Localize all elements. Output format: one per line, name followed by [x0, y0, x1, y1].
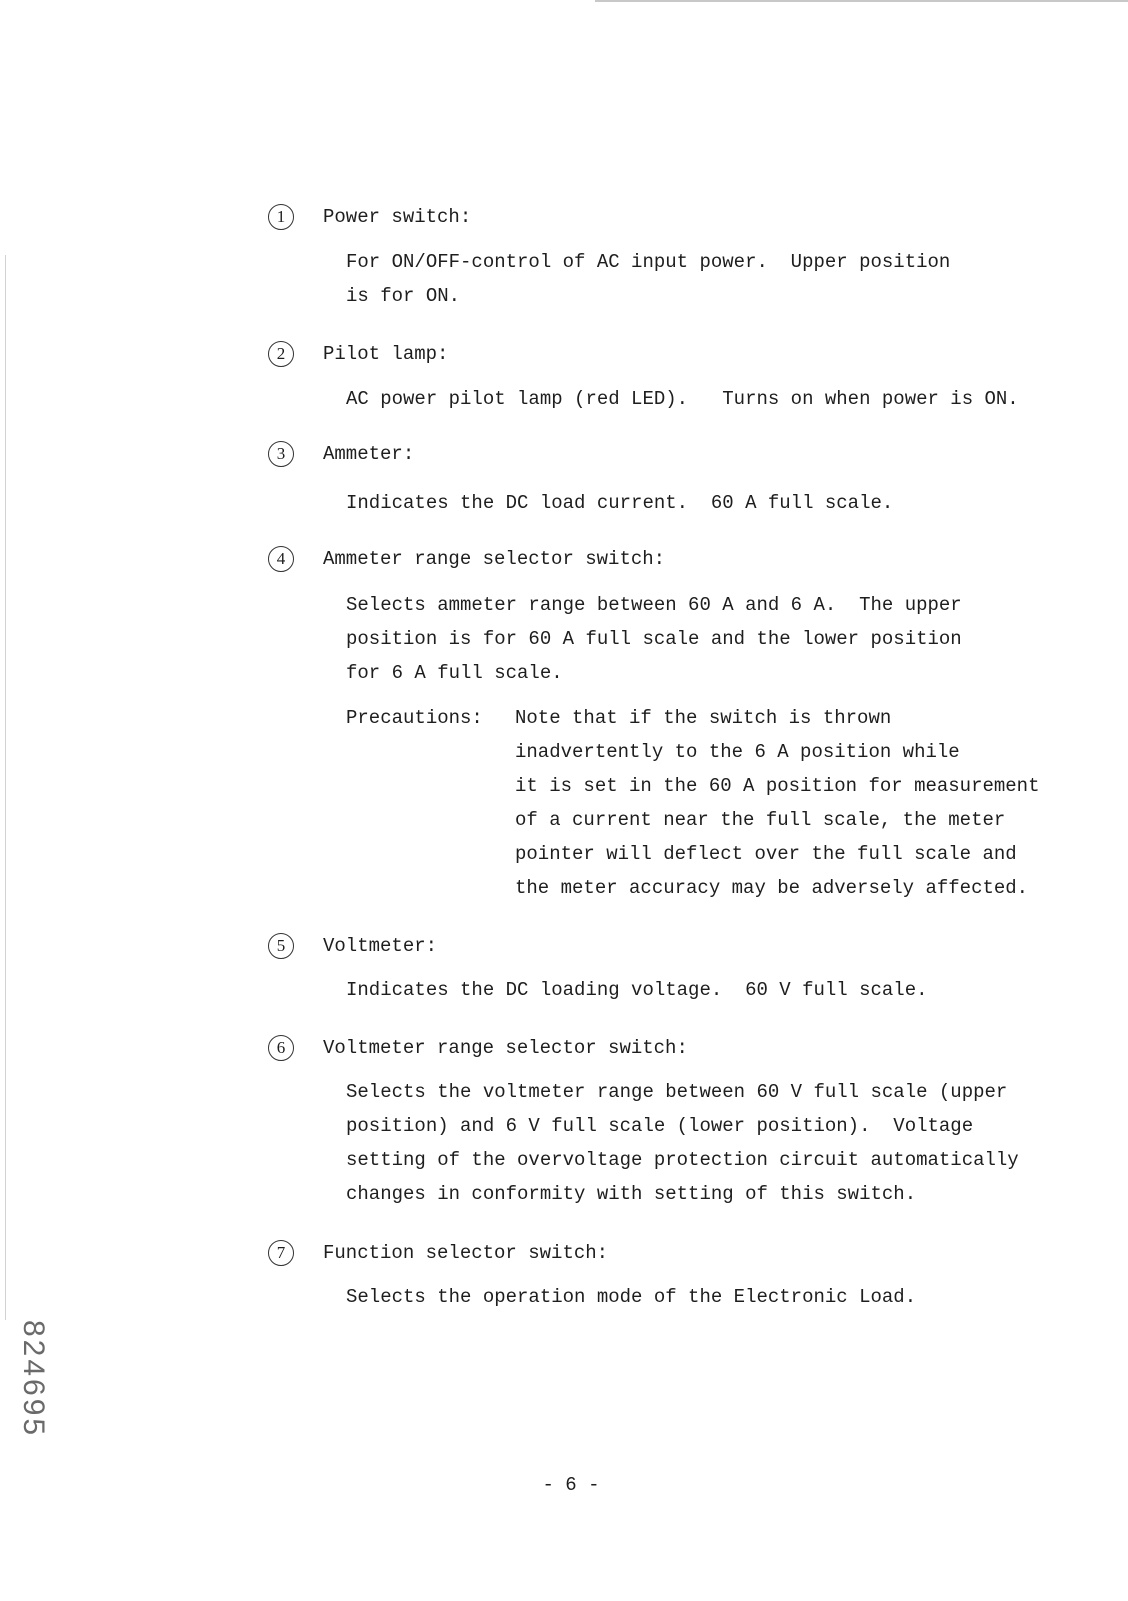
description-line: Indicates the DC loading voltage. 60 V full scale.: [346, 979, 928, 1001]
precautions-line: of a current near the full scale, the meter: [515, 809, 1006, 831]
item-heading: Ammeter:: [323, 443, 415, 465]
description-line: for 6 A full scale.: [346, 662, 563, 684]
item-heading: Voltmeter range selector switch:: [323, 1037, 688, 1059]
description-line: is for ON.: [346, 285, 461, 307]
item-description: [346, 973, 928, 1007]
description-line: Indicates the DC load current. 60 A full scale.: [346, 492, 894, 514]
item-heading: Power switch:: [323, 206, 472, 228]
precautions-label: Precautions:: [346, 707, 483, 729]
page-number: - 6 -: [542, 1474, 600, 1496]
description-line: changes in conformity with setting of this switch.: [346, 1183, 917, 1205]
item-number-badge: 7: [268, 1240, 294, 1266]
precautions-text: [515, 701, 1040, 905]
description-line: Selects the voltmeter range between 60 V full scale (upper: [346, 1081, 1008, 1103]
item-description: [346, 1280, 916, 1314]
item-number-badge: 2: [268, 341, 294, 367]
description-line: AC power pilot lamp (red LED). Turns on when power is ON.: [346, 388, 1019, 410]
item-heading: Pilot lamp:: [323, 343, 449, 365]
precautions-line: inadvertently to the 6 A position while: [515, 741, 960, 763]
item-description: [346, 245, 950, 313]
item-description: [346, 588, 962, 690]
precautions-line: Note that if the switch is thrown: [515, 707, 892, 729]
document-id: 824695: [17, 1320, 50, 1439]
top-rule: [595, 0, 1128, 2]
description-line: position is for 60 A full scale and the lower position: [346, 628, 962, 650]
precautions-line: the meter accuracy may be adversely affected.: [515, 877, 1029, 899]
item-description: [346, 486, 893, 520]
item-description: [346, 1075, 1019, 1211]
item-number-badge: 3: [268, 441, 294, 467]
precautions-line: it is set in the 60 A position for measurement: [515, 775, 1040, 797]
description-line: setting of the overvoltage protection circuit automatically: [346, 1149, 1019, 1171]
left-edge-rule: [5, 255, 6, 1320]
item-heading: Ammeter range selector switch:: [323, 548, 666, 570]
item-number-badge: 4: [268, 546, 294, 572]
item-number-badge: 6: [268, 1035, 294, 1061]
item-description: [346, 382, 1019, 416]
description-line: Selects the operation mode of the Electronic Load.: [346, 1286, 917, 1308]
description-line: Selects ammeter range between 60 A and 6 A. The upper: [346, 594, 962, 616]
description-line: For ON/OFF-control of AC input power. Upper position: [346, 251, 951, 273]
description-line: position) and 6 V full scale (lower position). Voltage: [346, 1115, 974, 1137]
precautions-line: pointer will deflect over the full scale and: [515, 843, 1017, 865]
item-number-badge: 5: [268, 933, 294, 959]
item-heading: Voltmeter:: [323, 935, 438, 957]
item-heading: Function selector switch:: [323, 1242, 609, 1264]
item-number-badge: 1: [268, 204, 294, 230]
